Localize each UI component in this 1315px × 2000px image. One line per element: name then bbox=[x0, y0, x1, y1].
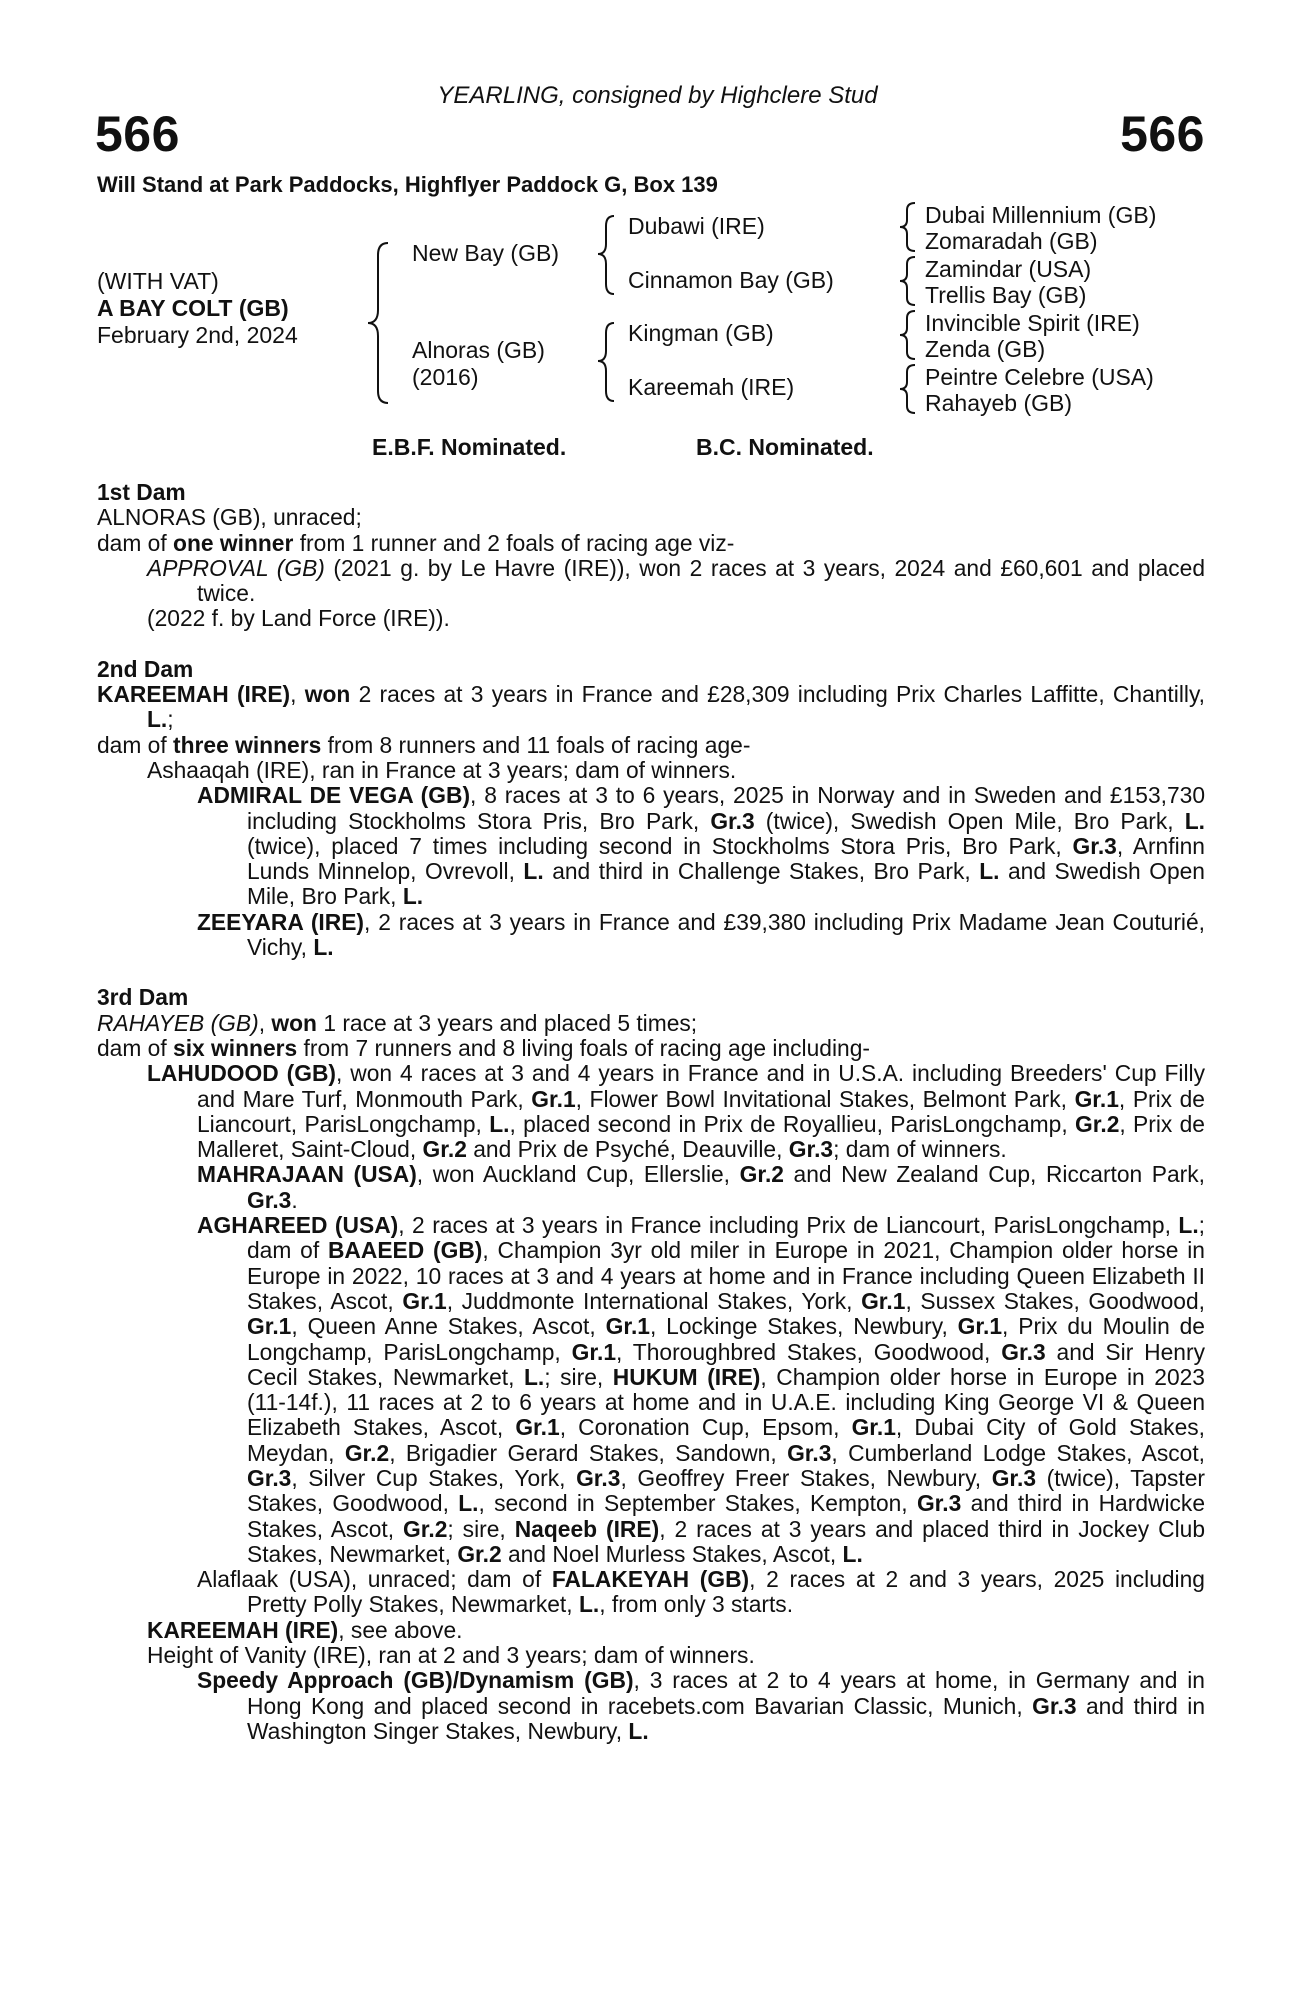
progeny-kareemah: KAREEMAH (IRE), see above. bbox=[147, 1616, 463, 1643]
pedigree-brace-g3b bbox=[893, 254, 923, 308]
bc-nomination: B.C. Nominated. bbox=[696, 434, 874, 460]
lot-number-right: 566 bbox=[1120, 106, 1205, 162]
progeny-aghareed: AGHAREED (USA), 2 races at 3 years in France including Prix de Liancourt, ParisLongchamp, L.; dam of BAAEED (GB), Champion 3yr old miler in Europe in 2021, Champion older horse in Europe in 2022, 10 races at 3 and 4 years at home and in France including Queen Elizabeth II Stakes, Ascot, Gr.1, Juddmonte International Stakes, York, Gr.1, Sussex Stakes, Goodwood, Gr.1, Queen Anne Stakes, Ascot, Gr.1, Lockinge Stakes, Newbury, Gr.1, Prix du Moulin de Longchamp, ParisLongchamp, Gr.1, Thoroughbred Stakes, Goodwood, Gr.3 and Sir Henry Cecil Stakes, Newmarket, L.; sire, HUKUM (IRE), Champion older horse in Europe in 2023 (11-14f.), 11 races at 2 to 6 years at home and in U.A.E. including King George VI & Queen Elizabeth Stakes, Ascot, Gr.1, Coronation Cup, Epsom, Gr.1, Dubai City of Gold Stakes, Meydan, Gr.2, Brigadier Gerard Stakes, Sandown, Gr.3, Cumberland Lodge Stakes, Ascot, Gr.3, Silver Cup Stakes, York, Gr.3, Geoffrey Freer Stakes, Newbury, Gr.3 (twice), Tapster Stakes, Goodwood, L., second in September Stakes, Kempton, Gr.3 and third in Hardwicke Stakes, Ascot, Gr.2; sire, Naqeeb (IRE), 2 races at 3 years and placed third in Jockey Club Stakes, Newmarket, Gr.2 and Noel Murless Stakes, Ascot, L. bbox=[197, 1212, 1205, 1567]
dam-dam-name: Kareemah (IRE) bbox=[628, 374, 795, 400]
progeny-2022-filly: (2022 f. by Land Force (IRE)). bbox=[147, 605, 450, 632]
first-dam-line: ALNORAS (GB), unraced; bbox=[97, 504, 362, 531]
vat-note: (WITH VAT) bbox=[97, 268, 219, 294]
pedigree-brace-g3d bbox=[893, 362, 923, 416]
progeny-approval: APPROVAL (GB) (2021 g. by Le Havre (IRE)), won 2 races at 3 years, 2024 and £60,601 and placed twice. bbox=[147, 554, 1205, 607]
progeny-height-of-vanity: Height of Vanity (IRE), ran at 2 and 3 years; dam of winners. bbox=[147, 1642, 755, 1669]
catalogue-body bbox=[97, 480, 1205, 1744]
progeny-speedy-approach: Speedy Approach (GB)/Dynamism (GB), 3 races at 2 to 4 years at home, in Germany and in Hong Kong and placed second in racebets.com Bavarian Classic, Munich, Gr.3 and third in Washington Singer Stakes, Newbury, L. bbox=[197, 1667, 1205, 1744]
g3-2: Zomaradah (GB) bbox=[925, 228, 1098, 254]
g3-8: Rahayeb (GB) bbox=[925, 390, 1073, 416]
progeny-alaflaak: Alaflaak (USA), unraced; dam of FALAKEYAH (GB), 2 races at 2 and 3 years, 2025 including Pretty Polly Stakes, Newmarket, L., from only 3 starts. bbox=[197, 1566, 1205, 1618]
second-dam-heading: 2nd Dam bbox=[97, 655, 194, 682]
sire-name: New Bay (GB) bbox=[412, 240, 559, 266]
pedigree-brace-main bbox=[360, 235, 410, 410]
second-dam-produce-line: dam of three winners from 8 runners and 11 foals of racing age- bbox=[97, 731, 751, 758]
dam-name: Alnoras (GB) bbox=[412, 337, 545, 363]
g3-4: Trellis Bay (GB) bbox=[925, 282, 1087, 308]
g3-5: Invincible Spirit (IRE) bbox=[925, 310, 1140, 336]
progeny-lahudood: LAHUDOOD (GB), won 4 races at 3 and 4 years in France and in U.S.A. including Breeders' Cup Filly and Mare Turf, Monmouth Park, Gr.1, Flower Bowl Invitational Stakes, Belmont Park, Gr.1, Prix de Liancourt, ParisLongchamp, L., placed second in Prix de Royallieu, ParisLongchamp, Gr.2, Prix de Malleret, Saint-Cloud, Gr.2 and Prix de Psyché, Deauville, Gr.3; dam of winners. bbox=[147, 1060, 1205, 1163]
g3-1: Dubai Millennium (GB) bbox=[925, 202, 1157, 228]
progeny-admiral-de-vega: ADMIRAL DE VEGA (GB), 8 races at 3 to 6 years, 2025 in Norway and in Sweden and £153,730 including Stockholms Stora Pris, Bro Park, Gr.3 (twice), Swedish Open Mile, Bro Park, L. (twice), placed 7 times including second in Stockholms Stora Pris, Bro Park, Gr.3, Arnfinn Lunds Minnelop, Ovrevoll, L. and third in Challenge Stakes, Bro Park, L. and Swedish Open Mile, Bro Park, L. bbox=[197, 782, 1205, 910]
third-dam-heading: 3rd Dam bbox=[97, 984, 189, 1011]
horse-dob: February 2nd, 2024 bbox=[97, 322, 298, 348]
stand-location: Will Stand at Park Paddocks, Highflyer Paddock G, Box 139 bbox=[97, 172, 718, 197]
sire-dam-name: Cinnamon Bay (GB) bbox=[628, 267, 834, 293]
ebf-nomination: E.B.F. Nominated. bbox=[372, 434, 567, 460]
pedigree-brace-g3a bbox=[893, 200, 923, 254]
dam-year: (2016) bbox=[412, 364, 479, 390]
g3-7: Peintre Celebre (USA) bbox=[925, 364, 1154, 390]
progeny-ashaaqah: Ashaaqah (IRE), ran in France at 3 years; dam of winners. bbox=[147, 756, 737, 783]
progeny-zeeyara: ZEEYARA (IRE), 2 races at 3 years in France and £39,380 including Prix Madame Jean Couturié, Vichy, L. bbox=[197, 908, 1205, 961]
subtitle: YEARLING, consigned by Highclere Stud bbox=[437, 82, 878, 109]
second-dam-line: KAREEMAH (IRE), won 2 races at 3 years in France and £28,309 including Prix Charles Laffitte, Chantilly, L.; bbox=[97, 681, 1206, 733]
third-dam-produce-line: dam of six winners from 7 runners and 8 living foals of racing age including- bbox=[97, 1034, 870, 1061]
dam-sire-name: Kingman (GB) bbox=[628, 320, 774, 346]
pedigree-brace-g3c bbox=[893, 308, 923, 362]
g3-6: Zenda (GB) bbox=[925, 336, 1046, 362]
first-dam-heading: 1st Dam bbox=[97, 479, 186, 505]
g3-3: Zamindar (USA) bbox=[925, 256, 1092, 282]
third-dam-line: RAHAYEB (GB), won 1 race at 3 years and placed 5 times; bbox=[97, 1009, 698, 1036]
pedigree-brace-dam bbox=[592, 319, 622, 404]
sire-sire-name: Dubawi (IRE) bbox=[628, 213, 765, 239]
progeny-mahrajaan: MAHRAJAAN (USA), won Auckland Cup, Ellerslie, Gr.2 and New Zealand Cup, Riccarton Park, Gr.3. bbox=[197, 1161, 1205, 1213]
lot-number-left: 566 bbox=[95, 106, 180, 162]
first-dam-produce-line: dam of one winner from 1 runner and 2 foals of racing age viz- bbox=[97, 529, 735, 556]
pedigree-brace-sire bbox=[592, 212, 622, 297]
horse-name: A BAY COLT (GB) bbox=[97, 295, 289, 321]
